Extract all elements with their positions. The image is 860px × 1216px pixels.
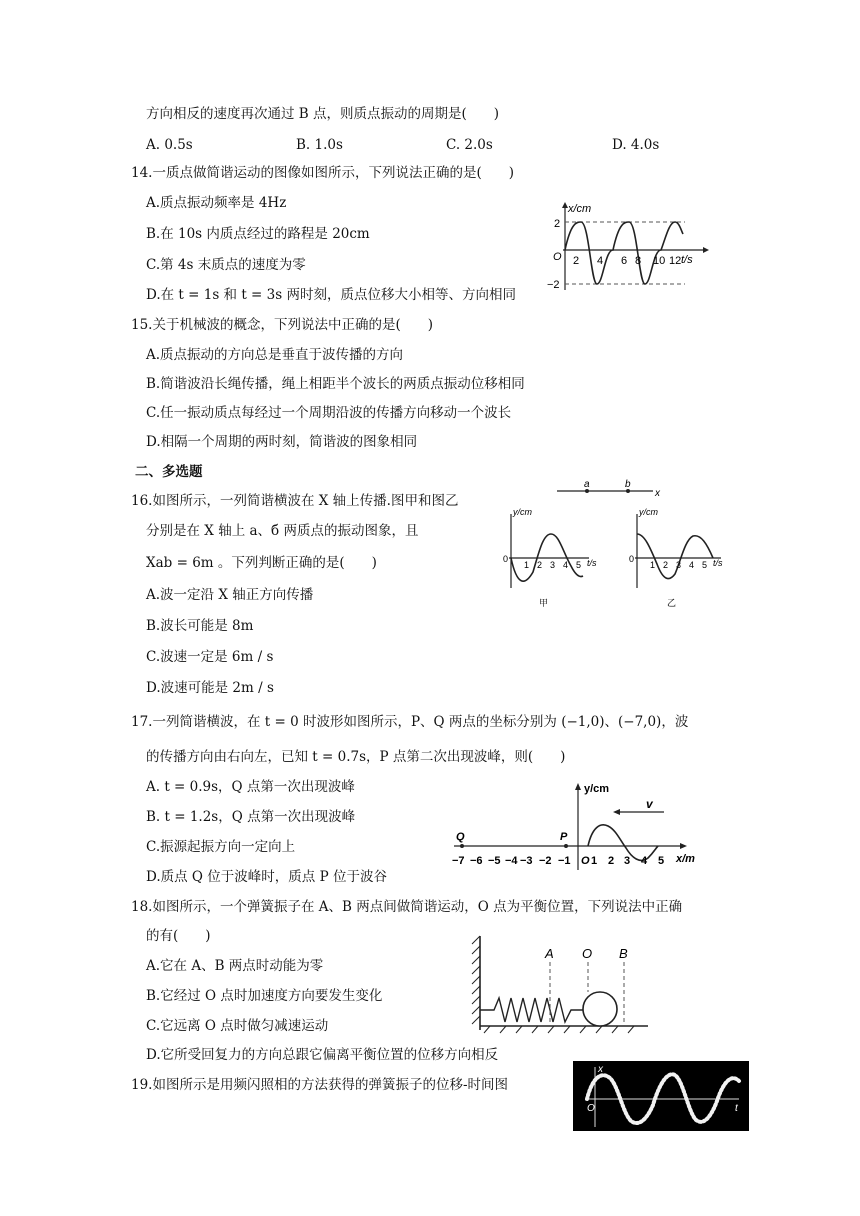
q14-option-b: B.在 10s 内质点经过的路程是 20cm — [146, 226, 370, 242]
x-tick: −7 — [452, 855, 465, 867]
q13-option-d: D. 4.0s — [612, 137, 660, 153]
wall-hatch — [472, 936, 480, 1024]
y-axis-label: y/cm — [584, 783, 610, 795]
x-tick: 2 — [573, 255, 580, 267]
x-tick: 8 — [635, 255, 642, 267]
x-axis-label: t/s — [681, 254, 693, 266]
q13-option-a: A. 0.5s — [146, 137, 193, 153]
floor-hatch — [484, 1026, 634, 1033]
x-tick: −1 — [558, 855, 571, 867]
oscillator-ball — [583, 992, 617, 1026]
y-tick-neg2: −2 — [547, 279, 560, 291]
q13-option-c: C. 2.0s — [446, 137, 493, 153]
q15-stem: 15.关于机械波的概念，下列说法中正确的是( ) — [131, 317, 434, 333]
spring — [480, 998, 583, 1022]
q13-continuation: 方向相反的速度再次通过 B 点，则质点振动的周期是( ) — [146, 106, 500, 122]
jia-tick: 0 — [503, 554, 509, 564]
y-axis-label: x/cm — [568, 203, 592, 215]
origin-label: O — [553, 251, 562, 263]
x-tick: 4 — [597, 255, 604, 267]
Q-label: Q — [456, 831, 465, 843]
yi-tick: 2 — [663, 560, 669, 570]
wave-curve — [588, 825, 658, 861]
y-tick-2: 2 — [554, 218, 561, 230]
yi-tick: 4 — [689, 560, 695, 570]
x-tick: −4 — [505, 855, 518, 867]
q13-option-b: B. 1.0s — [296, 137, 343, 153]
q16-option-b: B.波长可能是 8m — [146, 618, 254, 634]
q18-stem-1: 18.如图所示，一个弹簧振子在 A、B 两点间做简谐运动，O 点为平衡位置，下列说法中正确 — [131, 899, 683, 915]
velocity-label: v — [646, 797, 653, 811]
jia-tick: 4 — [563, 560, 569, 570]
q17-option-c: C.振源起振方向一定向上 — [146, 839, 296, 855]
q14-stem: 14.一质点做简谐运动的图像如图所示，下列说法正确的是( ) — [131, 165, 515, 181]
displacement-curve — [565, 222, 683, 284]
q18-option-a: A.它在 A、B 两点时动能为零 — [146, 958, 324, 974]
label-A: A — [545, 946, 554, 961]
x-tick: 10 — [653, 255, 666, 267]
q15-option-a: A.质点振动的方向总是垂直于波传播的方向 — [146, 347, 404, 363]
jia-tick: 2 — [537, 560, 543, 570]
point-Q — [460, 844, 464, 848]
velocity-arrowhead — [613, 809, 620, 815]
q17-stem-1: 17.一列简谐横波，在 t = 0 时波形如图所示，P、Q 两点的坐标分别为 (−1,0)、(−7,0)，波 — [131, 714, 689, 730]
caption-jia: 甲 — [539, 598, 549, 608]
q16-stem-1: 16.如图所示，一列简谐横波在 X 轴上传播.图甲和图乙 — [131, 493, 459, 509]
x-tick: 5 — [658, 855, 665, 867]
jia-tick: 5 — [576, 560, 582, 570]
yi-tick: 5 — [702, 560, 708, 570]
yi-curve — [637, 534, 713, 579]
q16-option-c: C.波速一定是 6m / s — [146, 649, 274, 665]
label-a: a — [584, 479, 590, 490]
point-P — [564, 844, 568, 848]
q19-stem: 19.如图所示是用频闪照相的方法获得的弹簧振子的位移-时间图 — [131, 1077, 509, 1093]
x-arrow — [680, 843, 687, 849]
q18-figure — [470, 932, 655, 1037]
origin-label: O — [581, 855, 590, 867]
jia-y-label: y/cm — [513, 507, 532, 517]
section-heading: 二、多选题 — [135, 464, 203, 480]
x-tick: 6 — [621, 255, 628, 267]
q15-option-b: B.简谐波沿长绳传播，绳上相距半个波长的两质点振动位移相同 — [146, 376, 525, 392]
q17-figure — [450, 778, 705, 878]
x-tick: −3 — [520, 855, 533, 867]
q18-option-c: C.它远离 O 点时做匀减速运动 — [146, 1018, 329, 1034]
caption-yi: 乙 — [667, 598, 677, 608]
q16-stem-2: 分别是在 X 轴上 a、б 两质点的振动图象，且 — [146, 523, 419, 539]
x-tick: −2 — [539, 855, 552, 867]
yi-y-label: y/cm — [639, 507, 658, 517]
x-tick: 1 — [591, 855, 598, 867]
q14-option-c: C.第 4s 末质点的速度为零 — [146, 257, 306, 273]
q18-option-b: B.它经过 O 点时加速度方向要发生变化 — [146, 988, 383, 1004]
x-tick: −5 — [488, 855, 501, 867]
yi-tick: 3 — [676, 560, 682, 570]
P-label: P — [560, 831, 568, 843]
origin-label: O — [587, 1103, 595, 1114]
label-B: B — [619, 946, 628, 961]
q17-stem-2: 的传播方向由右向左，已知 t = 0.7s，P 点第二次出现波峰，则( ) — [146, 749, 566, 765]
label-x: x — [655, 488, 660, 499]
q14-option-d: D.在 t = 1s 和 t = 3s 两时刻，质点位移大小相等、方向相同 — [146, 287, 516, 303]
q17-option-a: A. t = 0.9s，Q 点第一次出现波峰 — [146, 779, 355, 795]
x-tick: 4 — [641, 855, 648, 867]
x-tick: 2 — [608, 855, 615, 867]
yi-tick: 1 — [650, 560, 656, 570]
q16-figure — [495, 478, 730, 613]
q14-figure — [545, 200, 720, 295]
q18-stem-2: 的有( ) — [146, 928, 211, 944]
x-arrow — [703, 247, 709, 253]
jia-tick: 1 — [524, 560, 530, 570]
q18-option-d: D.它所受回复力的方向总跟它偏离平衡位置的位移方向相反 — [146, 1047, 499, 1063]
x-tick: −6 — [470, 855, 483, 867]
x-label: x — [598, 1064, 603, 1075]
t-label: t — [735, 1103, 738, 1114]
label-O: O — [582, 946, 593, 961]
q16-option-d: D.波速可能是 2m / s — [146, 680, 274, 696]
q16-option-a: A.波一定沿 X 轴正方向传播 — [146, 587, 314, 603]
q15-option-c: C.任一振动质点每经过一个周期沿波的传播方向移动一个波长 — [146, 405, 512, 421]
q17-option-d: D.质点 Q 位于波峰时，质点 P 位于波谷 — [146, 869, 387, 885]
q14-option-a: A.质点振动频率是 4Hz — [146, 195, 287, 211]
yi-tick: 0 — [629, 554, 635, 564]
x-tick: 12 — [669, 255, 682, 267]
q19-figure — [573, 1061, 749, 1131]
yi-x-label: t/s — [713, 558, 723, 568]
y-arrow — [575, 783, 581, 790]
x-axis-label: x/m — [676, 853, 695, 865]
q16-stem-3: Xab = 6m 。下列判断正确的是( ) — [146, 555, 377, 571]
x-tick: 3 — [624, 855, 631, 867]
q15-option-d: D.相隔一个周期的两时刻，简谐波的图象相同 — [146, 434, 418, 450]
label-b: b — [625, 479, 631, 490]
q17-option-b: B. t = 1.2s，Q 点第一次出现波峰 — [146, 809, 356, 825]
jia-tick: 3 — [550, 560, 556, 570]
jia-x-label: t/s — [587, 558, 597, 568]
